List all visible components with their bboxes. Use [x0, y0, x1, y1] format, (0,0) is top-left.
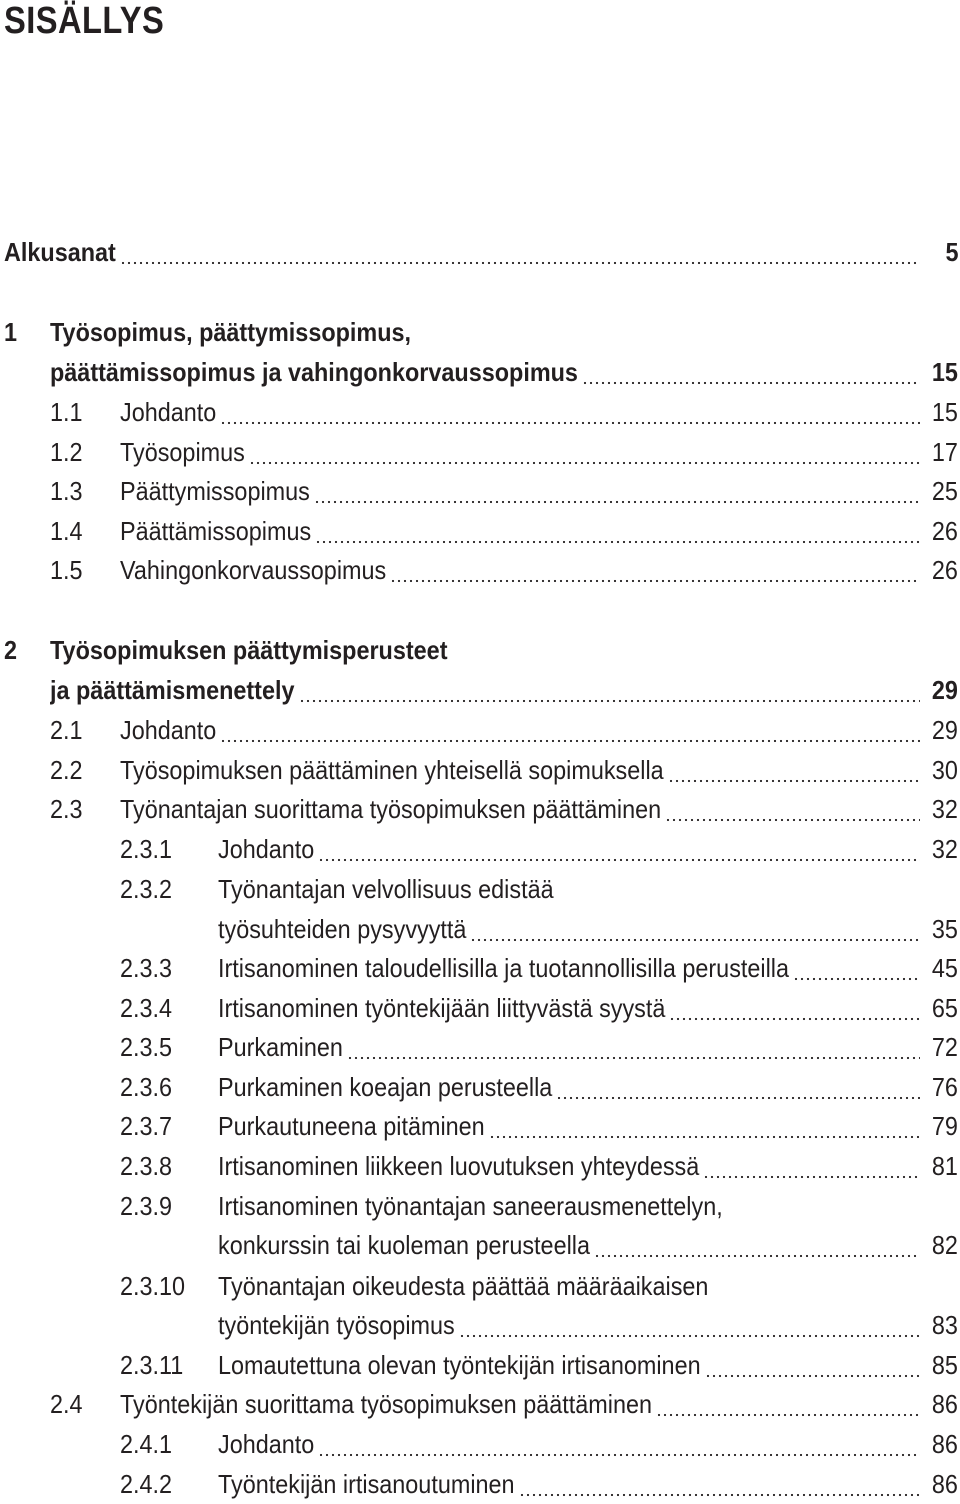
toc-entry-number: 2.3.3: [120, 953, 173, 983]
toc-entry-title: Johdanto: [218, 1429, 315, 1459]
toc-entry-line: [0, 1027, 960, 1067]
toc-entry-number: 2.3.7: [120, 1111, 173, 1141]
toc-page-number-text: 26: [931, 555, 958, 585]
toc-entry-line: [0, 829, 960, 869]
toc-page-number: [918, 232, 958, 272]
toc-page-number: [918, 750, 958, 790]
toc-entry-number: 2.4.2: [120, 1469, 173, 1499]
toc-dot-leader: [705, 1345, 920, 1385]
toc-page-number: [918, 1464, 958, 1504]
toc-entry-line: [0, 312, 960, 352]
toc-entry-title: Irtisanominen työnantajan saneerausmenettelyn,: [218, 1191, 723, 1221]
toc-entry-number: 1.3: [50, 476, 83, 506]
toc-page-number-text: 79: [931, 1111, 958, 1141]
toc-entry-line: [0, 392, 960, 432]
toc-page-number: [918, 1106, 958, 1146]
toc-entry-number: 2.1: [50, 715, 83, 745]
toc-dot-leader: [656, 1384, 920, 1424]
toc-entry-title: Työntekijän suorittama työsopimuksen päättäminen: [120, 1389, 652, 1419]
toc-entry-title: Vahingonkorvaussopimus: [120, 555, 387, 585]
toc-entry-line: [0, 352, 960, 392]
toc-entry-number: 2: [4, 635, 18, 665]
toc-page-number-text: 26: [931, 516, 958, 546]
toc-entry-line: [0, 1106, 960, 1146]
toc-page-number-text: 17: [931, 437, 958, 467]
toc-page-number-text: 76: [931, 1072, 958, 1102]
toc-page-number-text: 86: [931, 1429, 958, 1459]
toc-entry-title: Työntekijän irtisanoutuminen: [218, 1469, 515, 1499]
toc-entry-title: Johdanto: [120, 397, 217, 427]
toc-page-number: [918, 352, 958, 392]
toc-dot-leader: [318, 1424, 920, 1464]
toc-dot-leader: [220, 710, 920, 750]
toc-entry-number: 2.2: [50, 755, 83, 785]
toc-page-number: [918, 909, 958, 949]
toc-entry-number: 2.3.8: [120, 1151, 173, 1181]
toc-entry-line: [0, 750, 960, 790]
toc-dot-leader: [314, 471, 920, 511]
toc-page-number-text: 29: [931, 715, 958, 745]
toc-entry-line: [0, 1146, 960, 1186]
toc-entry-title: työsuhteiden pysyvyyttä: [218, 914, 467, 944]
toc-page-number: [918, 670, 958, 710]
toc-dot-leader: [299, 670, 921, 710]
toc-entry-line: [0, 1345, 960, 1385]
toc-page-number-text: 15: [931, 397, 958, 427]
toc-dot-leader: [703, 1146, 920, 1186]
toc-dot-leader: [120, 232, 920, 272]
toc-entry-title: Työsopimuksen päättymisperusteet: [50, 635, 448, 665]
toc-page-number: [918, 710, 958, 750]
toc-entry-line: [0, 471, 960, 511]
toc-entry-line: [0, 1067, 960, 1107]
toc-entry-title: Irtisanominen liikkeen luovutuksen yhteydessä: [218, 1151, 700, 1181]
toc-entry-line: [0, 432, 960, 472]
toc-dot-leader: [220, 392, 920, 432]
toc-entry-line: [0, 670, 960, 710]
toc-page-number: [918, 988, 958, 1028]
toc-page-number: [918, 432, 958, 472]
toc-dot-leader: [668, 750, 920, 790]
toc-entry-number: 2.3.11: [120, 1350, 184, 1380]
toc-page-number: [918, 1027, 958, 1067]
page-title: SISÄLLYS: [4, 0, 165, 42]
toc-entry-title: Johdanto: [120, 715, 217, 745]
toc-dot-leader: [318, 829, 920, 869]
toc-page-number: [918, 789, 958, 829]
toc-entry-number: 1: [4, 317, 18, 347]
toc-entry-title: Työnantajan suorittama työsopimuksen päättäminen: [120, 794, 662, 824]
toc-entry-line: [0, 550, 960, 590]
toc-page-number-text: 72: [931, 1032, 958, 1062]
toc-entry-title: Työsopimuksen päättäminen yhteisellä sopimuksella: [120, 755, 664, 785]
toc-entry-line: [0, 1186, 960, 1226]
toc-page-number-text: 82: [931, 1230, 958, 1260]
toc-entry-line: [0, 232, 960, 272]
toc-dot-leader: [582, 352, 920, 392]
toc-entry-number: 1.2: [50, 437, 83, 467]
toc-page-number-text: 65: [931, 993, 958, 1023]
toc-page-number-text: 81: [931, 1151, 958, 1181]
toc-page-number-text: 32: [931, 794, 958, 824]
toc-page-number-text: 45: [931, 953, 958, 983]
toc-page-number: [918, 1225, 958, 1265]
toc-entry-number: 1.5: [50, 555, 83, 585]
toc-entry-title: Työsopimus, päättymissopimus,: [50, 317, 412, 347]
toc-dot-leader: [594, 1225, 920, 1265]
toc-entry-title: Työnantajan oikeudesta päättää määräaikaisen: [218, 1271, 709, 1301]
toc-page-number: [918, 550, 958, 590]
toc-page-number-text: 83: [931, 1310, 958, 1340]
toc-page-number-text: 32: [931, 834, 958, 864]
toc-entry-line: [0, 909, 960, 949]
toc-entry-number: 1.1: [50, 397, 83, 427]
toc-page-number-text: 5: [944, 237, 958, 267]
toc-entry-title: Irtisanominen työntekijään liittyvästä syystä: [218, 993, 666, 1023]
toc-page-number-text: 25: [931, 476, 958, 506]
toc-entry-title: konkurssin tai kuoleman perusteella: [218, 1230, 591, 1260]
toc-entry-title: Työsopimus: [120, 437, 245, 467]
toc-page-number-text: 30: [931, 755, 958, 785]
toc-page-number-text: 86: [931, 1389, 958, 1419]
toc-page-number: [918, 1345, 958, 1385]
toc-entry-title: Päättymissopimus: [120, 476, 310, 506]
toc-entry-line: [0, 869, 960, 909]
toc-entry-number: 2.3.10: [120, 1271, 186, 1301]
toc-entry-line: [0, 1225, 960, 1265]
toc-entry-line: [0, 948, 960, 988]
toc-entry-number: 2.3.1: [120, 834, 173, 864]
toc-entry-number: 2.3.4: [120, 993, 173, 1023]
toc-dot-leader: [556, 1067, 920, 1107]
toc-entry-title: Työnantajan velvollisuus edistää: [218, 874, 554, 904]
toc-page-number-text: 86: [931, 1469, 958, 1499]
toc-dot-leader: [249, 432, 920, 472]
toc-page-number-text: 85: [931, 1350, 958, 1380]
toc-entry-number: 2.3.2: [120, 874, 173, 904]
toc-page-number: [918, 471, 958, 511]
toc-page-number: [918, 1384, 958, 1424]
toc-entry-title: työntekijän työsopimus: [218, 1310, 455, 1340]
toc-entry-title: päättämissopimus ja vahingonkorvaussopimus: [50, 357, 578, 387]
toc-page-number: [918, 1424, 958, 1464]
toc-entry-title: Purkaminen koeajan perusteella: [218, 1072, 553, 1102]
toc-page-number: [918, 392, 958, 432]
toc-page-number: [918, 1067, 958, 1107]
toc-entry-line: [0, 1464, 960, 1504]
toc-page-number: [918, 1305, 958, 1345]
toc-entry-title: Johdanto: [218, 834, 315, 864]
toc-page-number: [918, 829, 958, 869]
toc-page-number-text: 35: [931, 914, 958, 944]
toc-entry-title: Purkaminen: [218, 1032, 343, 1062]
toc-entry-number: 2.3.5: [120, 1032, 173, 1062]
toc-entry-title: Irtisanominen taloudellisilla ja tuotannollisilla perusteilla: [218, 953, 790, 983]
toc-entry-title: Alkusanat: [4, 237, 116, 267]
toc-page-number-text: 15: [931, 357, 958, 387]
toc-entry-number: 2.3.9: [120, 1191, 173, 1221]
toc-entry-line: [0, 1305, 960, 1345]
toc-dot-leader: [793, 948, 920, 988]
toc-entry-line: [0, 1384, 960, 1424]
toc-dot-leader: [459, 1305, 920, 1345]
toc-dot-leader: [665, 789, 920, 829]
toc-entry-line: [0, 1266, 960, 1306]
toc-entry-number: 1.4: [50, 516, 83, 546]
toc-page-number: [918, 1146, 958, 1186]
toc-entry-line: [0, 511, 960, 551]
toc-page-number-text: 29: [931, 675, 958, 705]
toc-entry-number: 2.4: [50, 1389, 83, 1419]
toc-entry-line: [0, 630, 960, 670]
toc-dot-leader: [519, 1464, 920, 1504]
toc-entry-line: [0, 1424, 960, 1464]
toc-entry-number: 2.4.1: [120, 1429, 173, 1459]
toc-dot-leader: [489, 1106, 920, 1146]
toc-page-number: [918, 511, 958, 551]
toc-entry-title: Lomautettuna olevan työntekijän irtisanominen: [218, 1350, 701, 1380]
toc-entry-title: Purkautuneena pitäminen: [218, 1111, 485, 1141]
toc-entry-line: [0, 710, 960, 750]
toc-entry-number: 2.3.6: [120, 1072, 173, 1102]
toc-dot-leader: [669, 988, 920, 1028]
toc-entry-number: 2.3: [50, 794, 83, 824]
toc-dot-leader: [470, 909, 920, 949]
toc-page-number: [918, 948, 958, 988]
toc-dot-leader: [347, 1027, 920, 1067]
toc-entry-line: [0, 988, 960, 1028]
toc-entry-title: Päättämissopimus: [120, 516, 312, 546]
toc-dot-leader: [315, 511, 920, 551]
toc-entry-line: [0, 789, 960, 829]
toc-dot-leader: [390, 550, 920, 590]
toc-entry-title: ja päättämismenettely: [50, 675, 295, 705]
